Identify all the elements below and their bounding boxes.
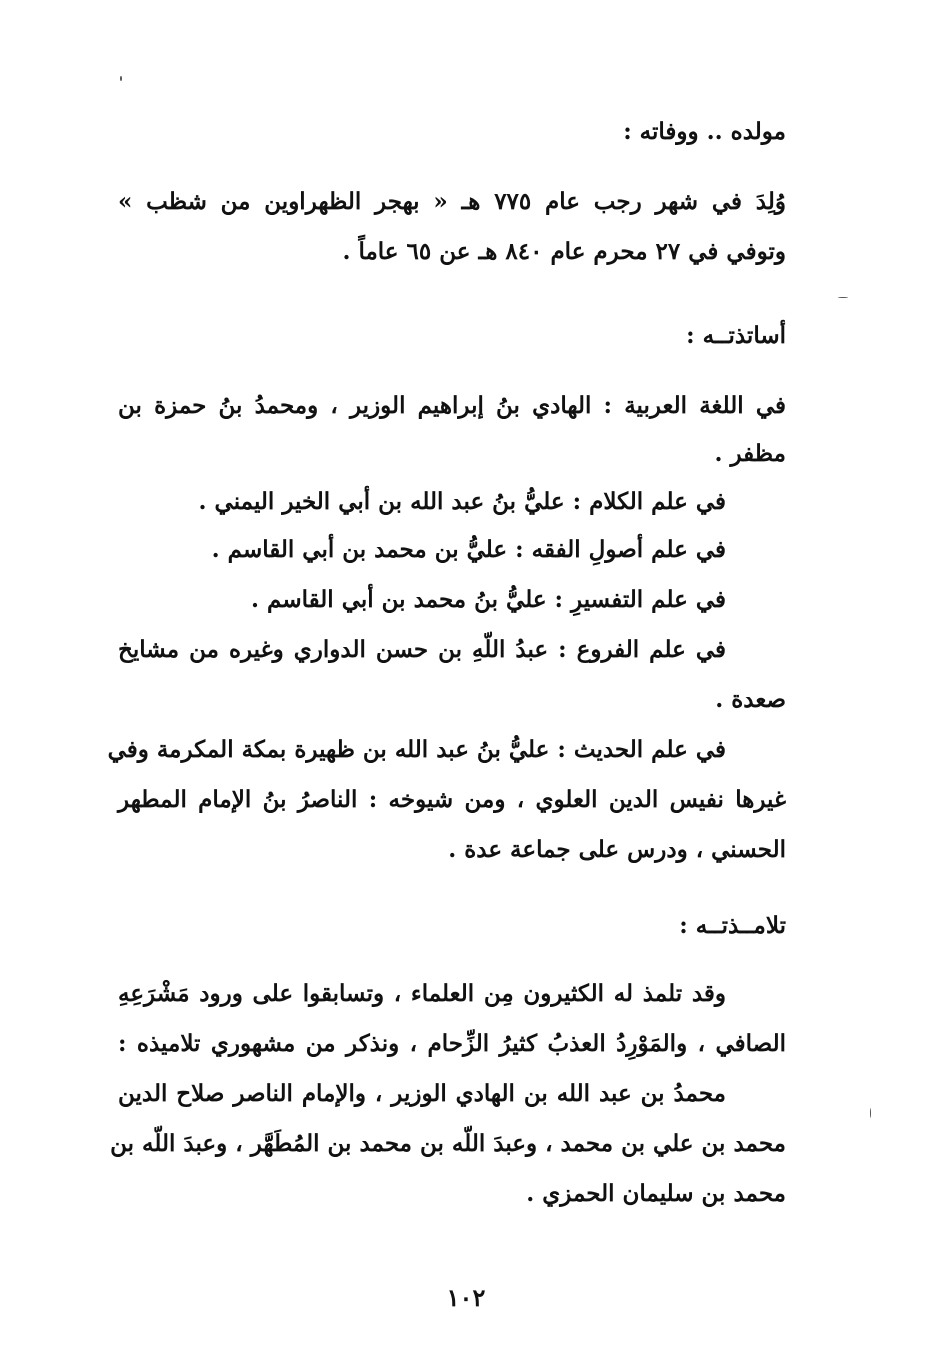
teachers-heading: أساتذتــه : bbox=[686, 322, 786, 349]
teachers-line-8: في علم الحديث : عليُّ بنُ عبد الله بن ظهيرة بمكة المكرمة وفي bbox=[107, 736, 726, 763]
students-line-5: محمد بن سليمان الحمزي . bbox=[526, 1180, 786, 1207]
teachers-line-3: في علم الكلام : عليُّ بنُ عبد الله بن أبي الخير اليمني . bbox=[198, 488, 726, 515]
teachers-line-4: في علم أصولِ الفقه : عليُّ بن محمد بن أبي القاسم . bbox=[211, 536, 726, 563]
students-line-3: محمدُ بن عبد الله بن الهادي الوزير ، والإمام الناصر صلاح الدين bbox=[118, 1080, 726, 1107]
teachers-line-9: غيرها نفيس الدين العلوي ، ومن شيوخه : الناصرُ بنُ الإمام المطهر bbox=[118, 786, 786, 813]
teachers-line-2: مظفر . bbox=[714, 440, 786, 467]
students-line-1: وقد تلمذ له الكثيرون مِن العلماء ، وتسابقوا على ورود مَشْرَعِهِ bbox=[118, 980, 726, 1007]
scan-speck bbox=[120, 76, 122, 81]
teachers-line-10: الحسني ، ودرس على جماعة عدة . bbox=[448, 836, 786, 863]
teachers-line-6: في علم الفروع : عبدُ اللّهِ بن حسن الدواري وغيره من مشايخ bbox=[118, 636, 726, 663]
teachers-line-1: في اللغة العربية : الهادي بنُ إبراهيم الوزير ، ومحمدُ بنُ حمزة بن bbox=[118, 392, 786, 419]
birth-death-heading: مولده .. ووفاته : bbox=[623, 118, 786, 145]
teachers-line-7: صعدة . bbox=[715, 686, 786, 713]
page-number: ١٠٢ bbox=[446, 1283, 486, 1312]
scan-speck bbox=[870, 1108, 871, 1118]
birth-line-1: وُلِدَ في شهر رجب عام ٧٧٥ هـ « بهجر الظهراوين من شظب » bbox=[118, 188, 786, 215]
students-line-2: الصافي ، والمَوْرِدُ العذبُ كثيرُ الزِّحام ، ونذكر من مشهوري تلاميذه : bbox=[118, 1030, 786, 1057]
students-heading: تلامــذتــه : bbox=[679, 912, 786, 939]
scan-speck bbox=[838, 297, 848, 298]
students-line-4: محمد بن علي بن محمد ، وعبدَ اللّه بن محمد بن المُطَهَّر ، وعبدَ اللّه بن bbox=[110, 1130, 786, 1157]
teachers-line-5: في علم التفسيرِ : عليُّ بنُ محمد بن أبي القاسم . bbox=[251, 586, 726, 613]
birth-line-2: وتوفي في ٢٧ محرم عام ٨٤٠ هـ عن ٦٥ عاماً . bbox=[342, 238, 786, 265]
